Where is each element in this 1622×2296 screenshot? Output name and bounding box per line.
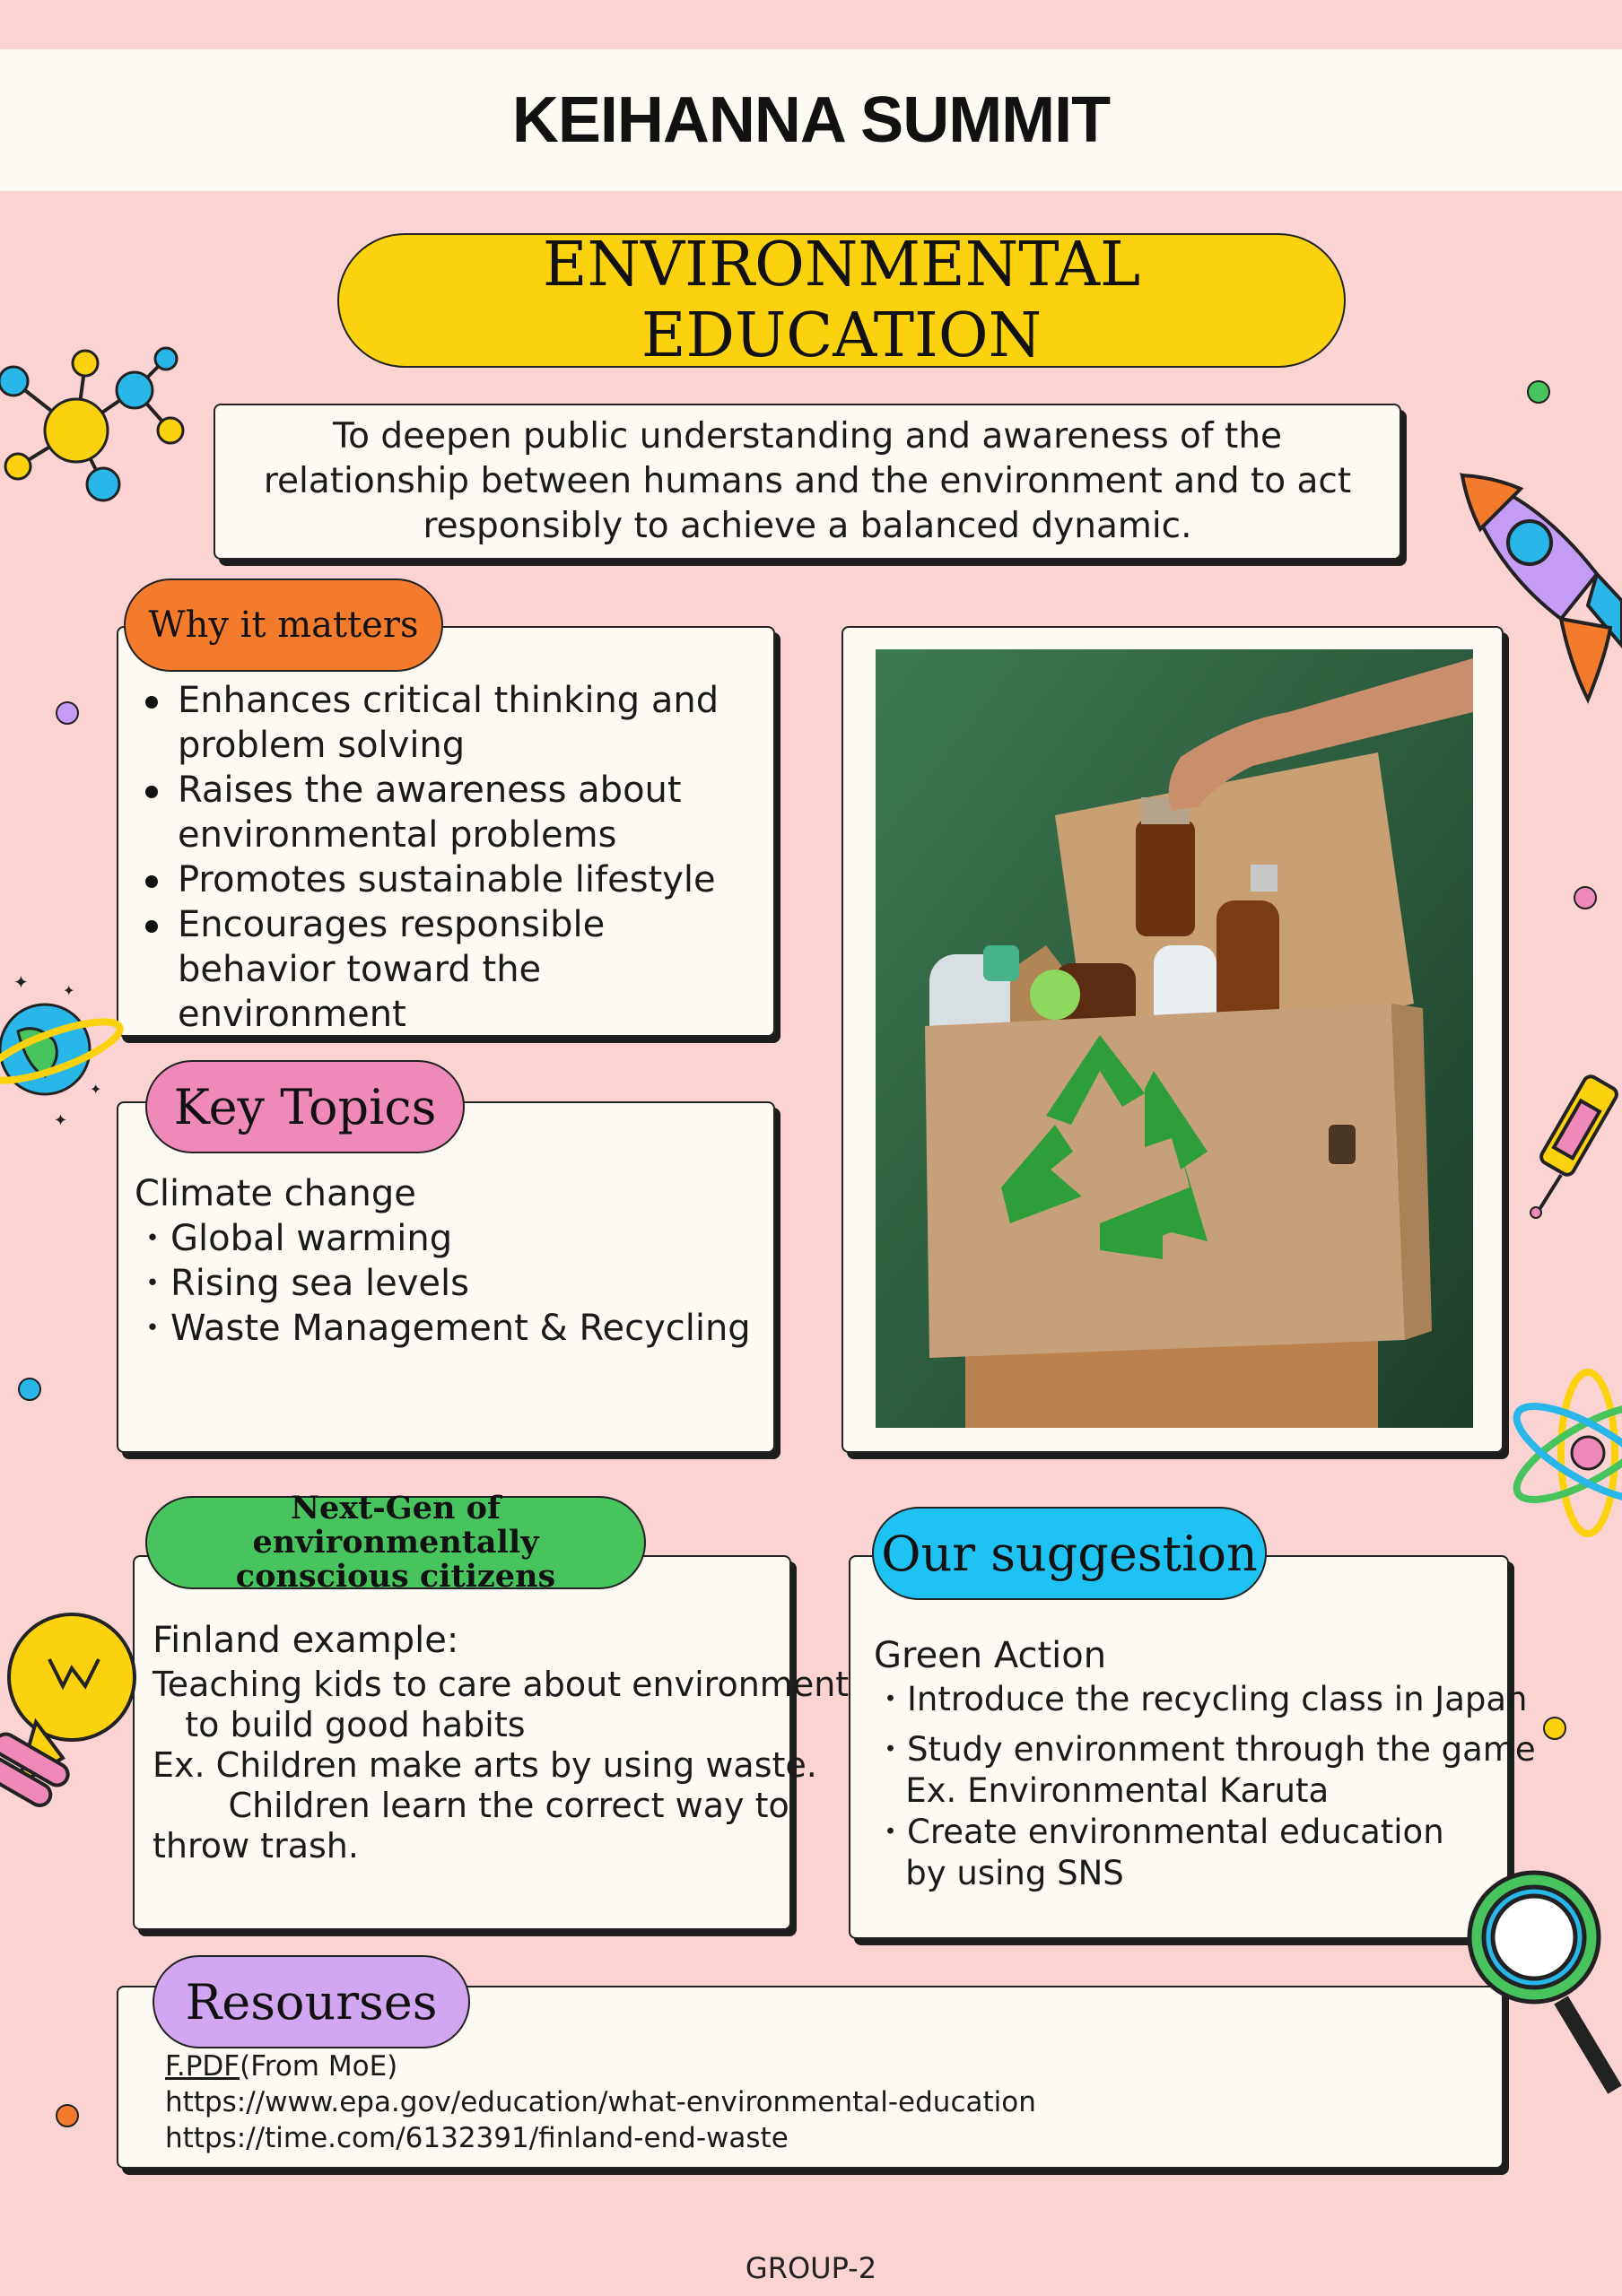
pdf-link[interactable]: F.PDF bbox=[165, 2050, 240, 2083]
text-line: ・Introduce the recycling class in Japan bbox=[874, 1680, 1528, 1718]
intro-text: To deepen public understanding and awareness of the relationship between humans and the environment and to act responsibly to achieve a balanced dynamic. bbox=[263, 416, 1352, 546]
key-topics-card bbox=[117, 1101, 775, 1453]
svg-text:✦: ✦ bbox=[54, 1111, 68, 1130]
text-line: ・Create environmental education bbox=[874, 1813, 1444, 1851]
list-item: Raises the awareness about environmental problems bbox=[138, 768, 757, 857]
topics-heading: Climate change bbox=[135, 1173, 416, 1214]
recycling-box-photo bbox=[876, 649, 1473, 1428]
header-bar bbox=[0, 49, 1622, 191]
list-item: Promotes sustainable lifestyle bbox=[138, 857, 757, 902]
svg-text:✦: ✦ bbox=[13, 971, 29, 993]
atom-icon bbox=[1507, 1363, 1622, 1543]
photo-card bbox=[842, 626, 1504, 1453]
molecule-icon bbox=[0, 341, 188, 520]
svg-text:✦: ✦ bbox=[90, 1081, 102, 1098]
footer-text: GROUP-2 bbox=[745, 2251, 877, 2285]
decor-dot bbox=[18, 1378, 41, 1401]
page-title: KEIHANNA SUMMIT bbox=[511, 84, 1111, 156]
topics-list bbox=[135, 1171, 751, 1351]
text-line: by using SNS bbox=[874, 1854, 1124, 1892]
planet-icon bbox=[0, 969, 126, 1130]
text-line: Children learn the correct way to bbox=[153, 1786, 789, 1825]
main-title-pill: ENVIRONMENTAL EDUCATION bbox=[337, 233, 1346, 368]
svg-text:✦: ✦ bbox=[63, 982, 75, 999]
list-item: Encourages responsible behavior toward the environment bbox=[138, 902, 757, 1037]
why-label: Why it matters bbox=[124, 578, 443, 672]
text-line: Ex. Children make arts by using waste. bbox=[153, 1745, 817, 1785]
next-gen-card bbox=[133, 1555, 850, 1930]
text-line: ・Study environment through the game bbox=[874, 1730, 1536, 1769]
next-gen-label-line2: conscious citizens bbox=[235, 1558, 556, 1595]
next-gen-label bbox=[145, 1490, 646, 1595]
pdf-link-suffix: (From MoE) bbox=[240, 2050, 398, 2083]
magnifier-icon bbox=[1462, 1866, 1622, 2099]
text-line: throw trash. bbox=[153, 1826, 359, 1866]
next-gen-heading: Finland example: bbox=[153, 1620, 459, 1661]
resource-url[interactable]: https://time.com/6132391/finland-end-waste bbox=[165, 2122, 789, 2154]
text-line: Teaching kids to care about environment bbox=[153, 1665, 850, 1704]
light-bulb-icon bbox=[0, 1605, 144, 1821]
suggestion-label: Our suggestion bbox=[872, 1507, 1267, 1600]
list-item: Enhances critical thinking and problem solving bbox=[138, 678, 757, 768]
suggestion-heading: Green Action bbox=[874, 1635, 1107, 1676]
suggestion-card bbox=[849, 1555, 1536, 1939]
decor-dot bbox=[1527, 380, 1550, 404]
list-item: ・Global warming bbox=[135, 1218, 453, 1259]
why-card bbox=[117, 626, 775, 1037]
next-gen-label-line1: Next-Gen of environmentally bbox=[252, 1490, 539, 1561]
why-list bbox=[138, 678, 757, 1037]
list-item: ・Waste Management & Recycling bbox=[135, 1308, 751, 1349]
rocket-icon bbox=[1453, 466, 1622, 709]
decor-dot bbox=[1543, 1717, 1566, 1740]
resource-line bbox=[165, 2048, 1036, 2084]
decor-dot bbox=[1574, 886, 1597, 909]
text-line: to build good habits bbox=[153, 1705, 526, 1744]
intro-card bbox=[214, 404, 1401, 560]
resources-body bbox=[165, 2048, 1036, 2156]
decor-dot bbox=[56, 701, 79, 725]
decor-dot bbox=[56, 2104, 79, 2127]
key-topics-label: Key Topics bbox=[145, 1060, 465, 1153]
list-item: ・Rising sea levels bbox=[135, 1263, 469, 1304]
resources-label: Resourses bbox=[153, 1955, 470, 2048]
suggestion-body bbox=[874, 1632, 1536, 1894]
syringe-icon bbox=[1525, 1049, 1622, 1220]
next-gen-body bbox=[153, 1616, 850, 1866]
text-line: Ex. Environmental Karuta bbox=[874, 1771, 1330, 1810]
resource-url[interactable]: https://www.epa.gov/education/what-environmental-education bbox=[165, 2086, 1036, 2118]
